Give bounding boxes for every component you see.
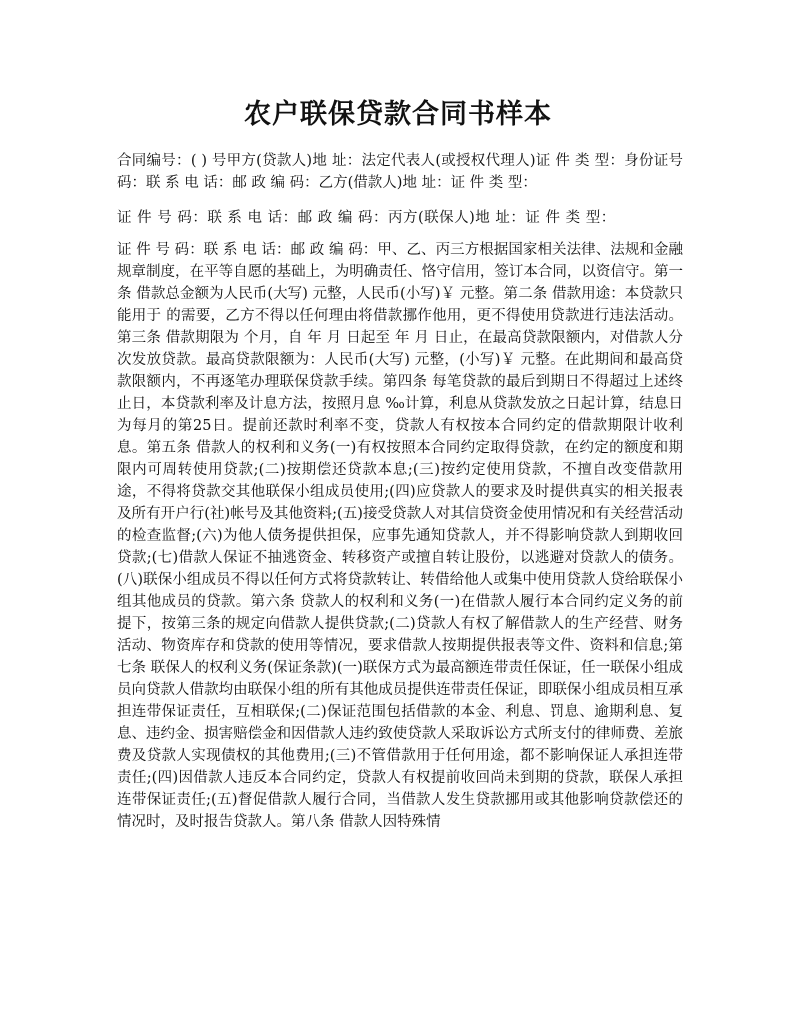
paragraph-contract-body: 证 件 号 码：联 系 电 话：邮 政 编 码：甲、乙、丙三方根据国家相关法律、法规和金融规章制度，在平等自愿的基础上，为明确责任、恪守信用，签订本合同，以资信守。第一条 借款总金额为人民币(大写) 元整，人民币(小写)￥ 元整。第二条 借款用途：本贷款只能用于 的需要，乙方不得以任何理由将借款挪作他用，更不得使用贷款进行违法活动。第三条 借款期限为 个月，自 年 月 日起至 年 月 日止，在最高贷款限额内，对借款人分次发放贷款。最高贷款限额为：人民币(大写) 元整，(小写)￥ 元整。在此期间和最高贷款限额内，不再逐笔办理联保贷款手续。第四条 每笔贷款的最后到期日不得超过上述终止日，本贷款利率及计息方法，按照月息 ‰计算，利息从贷款发放之日起计算，结息日为每月的第25日。提前还款时利率不变，贷款人有权按本合同约定的借款期限计收利息。第五条 借款人的权利和义务(一)有权按照本合同约定取得贷款，在约定的额度和期限内可周转使用贷款;(二)按期偿还贷款本息;(三)按约定使用贷款，不擅自改变借款用途，不得将贷款交其他联保小组成员使用;(四)应贷款人的要求及时提供真实的相关报表及所有开户行(社)帐号及其他资料;(五)接受贷款人对其信贷资金使用情况和有关经营活动的检查监督;(六)为他人债务提供担保，应事先通知贷款人，并不得影响贷款人到期收回贷款;(七)借款人保证不抽逃资金、转移资产或擅自转让股份，以逃避对贷款人的债务。(八)联保小组成员不得以任何方式将贷款转让、转借给他人或集中使用贷款人贷给联保小组其他成员的贷款。第六条 贷款人的权利和义务(一)在借款人履行本合同约定义务的前提下，按第三条的规定向借款人提供贷款;(二)贷款人有权了解借款人的生产经营、财务活动、物资库存和贷款的使用等情况，要求借款人按期提供报表等文件、资料和信息;第七条 联保人的权利义务(保证条款)(一)联保方式为最高额连带责任保证，任一联保小组成员向贷款人借款均由联保小组的所有其他成员提供连带责任保证，即联保小组成员相互承担连带保证责任，互相联保;(二)保证范围包括借款的本金、利息、罚息、逾期利息、复息、违约金、损害赔偿金和因借款人违约致使贷款人采取诉讼方式所支付的律师费、差旅费及贷款人实现债权的其他费用;(三)不管借款用于任何用途，都不影响保证人承担连带责任;(四)因借款人违反本合同约定，贷款人有权提前收回尚未到期的贷款，联保人承担连带保证责任;(五)督促借款人履行合同，当借款人发生贷款挪用或其他影响贷款偿还的情况时，及时报告贷款人。第八条 借款人因特殊情 (117, 242, 683, 830)
document-title: 农户联保贷款合同书样本 (244, 99, 552, 130)
paragraph-guarantor-info: 证 件 号 码：联 系 电 话：邮 政 编 码：丙方(联保人)地 址：证 件 类 型： (117, 210, 616, 226)
paragraph-header-parties: 合同编号：( ) 号甲方(贷款人)地 址：法定代表人(或授权代理人)证 件 类 型：身份证号码：联 系 电 话：邮 政 编 码：乙方(借款人)地 址：证 件 类 型： (117, 153, 683, 191)
